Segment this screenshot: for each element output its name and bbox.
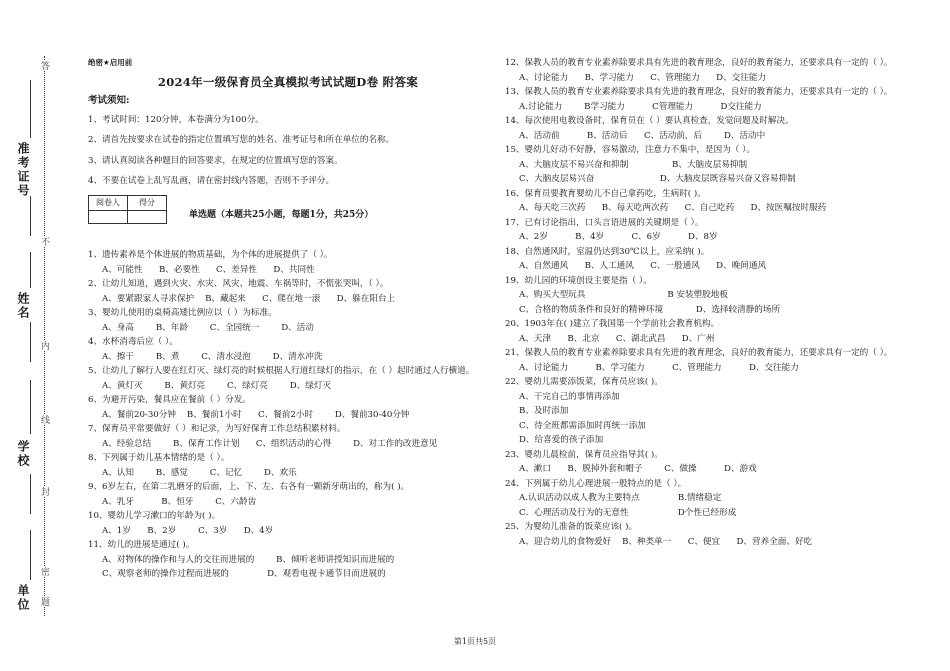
question-stem: 5、让幼儿了解行人要在红灯灭、绿灯亮的时候根据人行道红绿灯的指示，在（ ）起时通过人行横道。 (88, 366, 475, 376)
unit-label: 单位 (16, 584, 30, 612)
question-stem: 24、下列属于幼儿心理进展一般特点的是（ ）。 (505, 478, 687, 489)
seal-char: 线 (39, 415, 49, 424)
question-options: A、活动前 B、活动后 C、活动前，后 D、活动中 (519, 130, 766, 141)
question-stem: 11、幼儿的进展是通过( )。 (88, 540, 195, 550)
seal-char: 内 (39, 341, 49, 350)
question-stem: 13、保教人员的教育专业素养除要求具有先进的教育理念，良好的教育能力，还要求具有一定的（ ）。 (505, 87, 893, 97)
question-options: A、迎合幼儿的食物爱好 B、种类单一 C、便宜 D、营养全面、好吃 (519, 536, 813, 547)
question-stem: 10、婴幼儿学习漱口的年龄为( )。 (88, 511, 221, 521)
question-options: A、乳牙 B、恒牙 C、六龄齿 (102, 496, 257, 507)
seal-char: 密 (39, 567, 49, 576)
name-write-line (30, 252, 31, 288)
score-cell[interactable] (128, 211, 167, 224)
notice-item: 2、请首先按要求在试卷的指定位置填写您的姓名、准考证号和所在单位的名称。 (88, 135, 395, 145)
question-options: A、1岁 B、2岁 C、3岁 D、4岁 (102, 525, 274, 536)
question-stem: 22、婴幼儿需要添饭菜，保育员应该( )。 (505, 377, 663, 387)
name-write-line-2 (30, 322, 31, 362)
right-column (505, 56, 915, 549)
question-stem: 14、每次使用电教设备时，保育员在（ ）要认真检查，发觉问题及时解决。 (505, 116, 794, 126)
question-options: A、天津 B、北京 C、湖北武昌 D、广州 (519, 333, 715, 344)
question-stem: 8、下列属于幼儿基本情绪的是（ ）。 (88, 453, 230, 463)
seal-dotted-line (44, 56, 45, 616)
seal-char: 封 (39, 487, 49, 496)
seal-char: 不 (39, 237, 49, 246)
score-header: 得分 (128, 195, 167, 211)
school-label: 学校 (16, 440, 30, 468)
question-stem: 3、婴幼儿使用的桌椅高矮比例应以（ ）为标准。 (88, 308, 277, 318)
question-options: C、待全班都需添加时再统一添加 (519, 420, 646, 431)
question-options: A、认知 B、感觉 C、记忆 D、欢乐 (102, 467, 297, 478)
question-stem: 21、保教人员的教育专业素养除要求具有先进的教育理念，良好的教育能力，还要求具有一定的（ ）。 (505, 348, 893, 358)
question-options: A、漱口 B、脱掉外套和帽子 C、做操 D、游戏 (519, 464, 757, 474)
question-stem: 15、婴幼儿好动不好静，容易激动，注意力不集中，是因为（ ）。 (505, 145, 755, 155)
question-options: A、可能性 B、必要性 C、差异性 D、共同性 (102, 264, 315, 275)
school-write-line (30, 380, 31, 434)
question-stem: 2、让幼儿知道，遇到火灾、水灾、风灾、地震、车祸等时，不慌张哭叫，（ ）。 (88, 279, 389, 289)
question-stem: 4、水杯消毒后应（ ）。 (88, 337, 178, 347)
question-options: C、观察老师的操作过程而进展的 D、观看电视卡通节目而进展的 (102, 569, 386, 579)
question-options: C、合格的物质条件和良好的精神环境 D、选择较清静的场所 (519, 304, 781, 315)
question-options: C．心理活动及行为的无意性 D个性已经形成 (519, 507, 737, 518)
notice-item: 3、请认真阅读各种题目的回答要求，在规定的位置填写您的答案。 (88, 155, 343, 166)
question-options: A、经验总结 B、保育工作计划 C、组织活动的心得 D、对工作的改进意见 (102, 438, 438, 449)
zhunkao-write-line (30, 80, 31, 138)
reviewer-header: 阅卷人 (89, 195, 128, 211)
question-options: A、自然通风 B、人工通风 C、一般通风 D、晚间通风 (519, 261, 767, 271)
question-stem: 19、幼儿园的环境创设主要是指（ ）。 (505, 275, 652, 286)
left-question-list (88, 248, 488, 582)
question-stem: 20、1903年在( )建立了我国第一个学前社会教育机构。 (505, 319, 720, 329)
right-question-list (505, 56, 915, 549)
secret-mark: 绝密★启用前 (88, 58, 133, 67)
zhunkao-label: 准考证号 (16, 142, 30, 198)
left-column (88, 56, 488, 582)
seal-char: 答 (39, 61, 49, 70)
question-options: A.认识活动以成人教为主要特点 B.情绪稳定 (519, 493, 722, 503)
zhunkao-write-line-2 (30, 196, 31, 236)
question-options: A、黄灯灭 B、黄灯亮 C、绿灯亮 D、绿灯灭 (102, 380, 332, 391)
question-stem: 12、保教人员的教育专业素养除要求具有先进的教育理念，良好的教育能力，还要求具有一定的（ ）。 (505, 58, 893, 68)
question-options: A、干完自己的事情再添加 (519, 391, 620, 402)
score-row (88, 195, 488, 225)
question-stem: 25、为婴幼儿准备的饭菜应该( )。 (505, 522, 638, 532)
question-options: A、对物体的操作和与人的交往而进展的 B、倾听老师讲授知识而进展的 (102, 554, 395, 565)
binding-margin (0, 0, 70, 671)
score-table (88, 195, 167, 225)
question-options: A、2岁 B、4岁 C、6岁 D、8岁 (519, 232, 718, 242)
question-options: A、讨论能力 B、学习能力 C、管理能力 D、交往能力 (519, 362, 799, 373)
notice-item: 1、考试时间：120分钟，本卷满分为100分。 (88, 114, 264, 125)
unit-write-line (30, 530, 31, 580)
question-stem: 7、保育员平常要做好（ ）和记录，为写好保育工作总结积累材料。 (88, 424, 346, 434)
school-write-line-2 (30, 474, 31, 514)
question-stem: 1、遗传素养是个体进展的物质基础，为个体的进展提供了（ ）。 (88, 250, 333, 260)
doc-title: 2024年一级保育员全真模拟考试试题D卷 附答案 (157, 74, 419, 89)
question-options: D、给喜爱的孩子添加 (519, 435, 604, 445)
question-stem: 17、已有讨论指出，口头言语进展的关键期是（ ）。 (505, 217, 704, 228)
question-stem: 23、婴幼儿晨检前，保育员应指导其( )。 (505, 449, 663, 460)
seal-char: 题 (39, 597, 49, 606)
question-options: A、餐前20-30分钟 B、餐前1小时 C、餐前2小时 D、餐前30-40分钟 (102, 409, 410, 420)
question-options: A、购买大型玩具 B 安装塑胶地板 (519, 290, 728, 300)
name-label: 姓名 (16, 292, 30, 320)
question-options: A、大脑皮层不易兴奋和抑制 B、大脑皮层易抑制 (519, 159, 748, 170)
notice-title: 考试须知: (88, 95, 130, 106)
question-stem: 18、自然通风时，室温仍达到30℃以上，应采纳( )。 (505, 246, 710, 257)
question-options: A、每天吃三次药 B、每天吃两次药 C、自己吃药 D、按医嘱按时服药 (519, 203, 827, 213)
section-title: 单选题（本题共25小题，每题1分，共25分） (189, 209, 374, 220)
question-options: B、及时添加 (519, 406, 569, 416)
question-options: A、讨论能力 B、学习能力 C、管理能力 D、交往能力 (519, 72, 767, 83)
question-stem: 9、6岁左右，在第二乳磨牙的后面，上、下、左、右各有一颗新牙萌出的，称为( )。 (88, 482, 410, 492)
question-options: A、擦干 B、煮 C、清水浸泡 D、清水冲洗 (102, 351, 323, 362)
question-options: C、大脑皮层易兴奋 D、大脑皮层既容易兴奋又容易抑制 (519, 174, 796, 184)
reviewer-cell[interactable] (89, 211, 128, 224)
question-options: A、要紧跟家人寻求保护 B、藏起来 C、爬在地一滚 D、躲在阳台上 (102, 293, 396, 304)
question-options: A、身高 B、年龄 C、全园统一 D、活动 (102, 322, 314, 333)
question-stem: 16、保育员要教育婴幼儿不自己拿药吃，生病时( )。 (505, 188, 706, 199)
notice-item: 4、不要在试卷上乱写乱画，请在密封线内答题，否则不予评分。 (88, 176, 335, 186)
question-options: A.讨论能力 B学习能力 C管理能力 D交往能力 (519, 101, 762, 112)
question-stem: 6、为避开污染，餐具应在餐前（ ）分发。 (88, 395, 251, 405)
page-number: 第1页共5页 (453, 637, 497, 646)
